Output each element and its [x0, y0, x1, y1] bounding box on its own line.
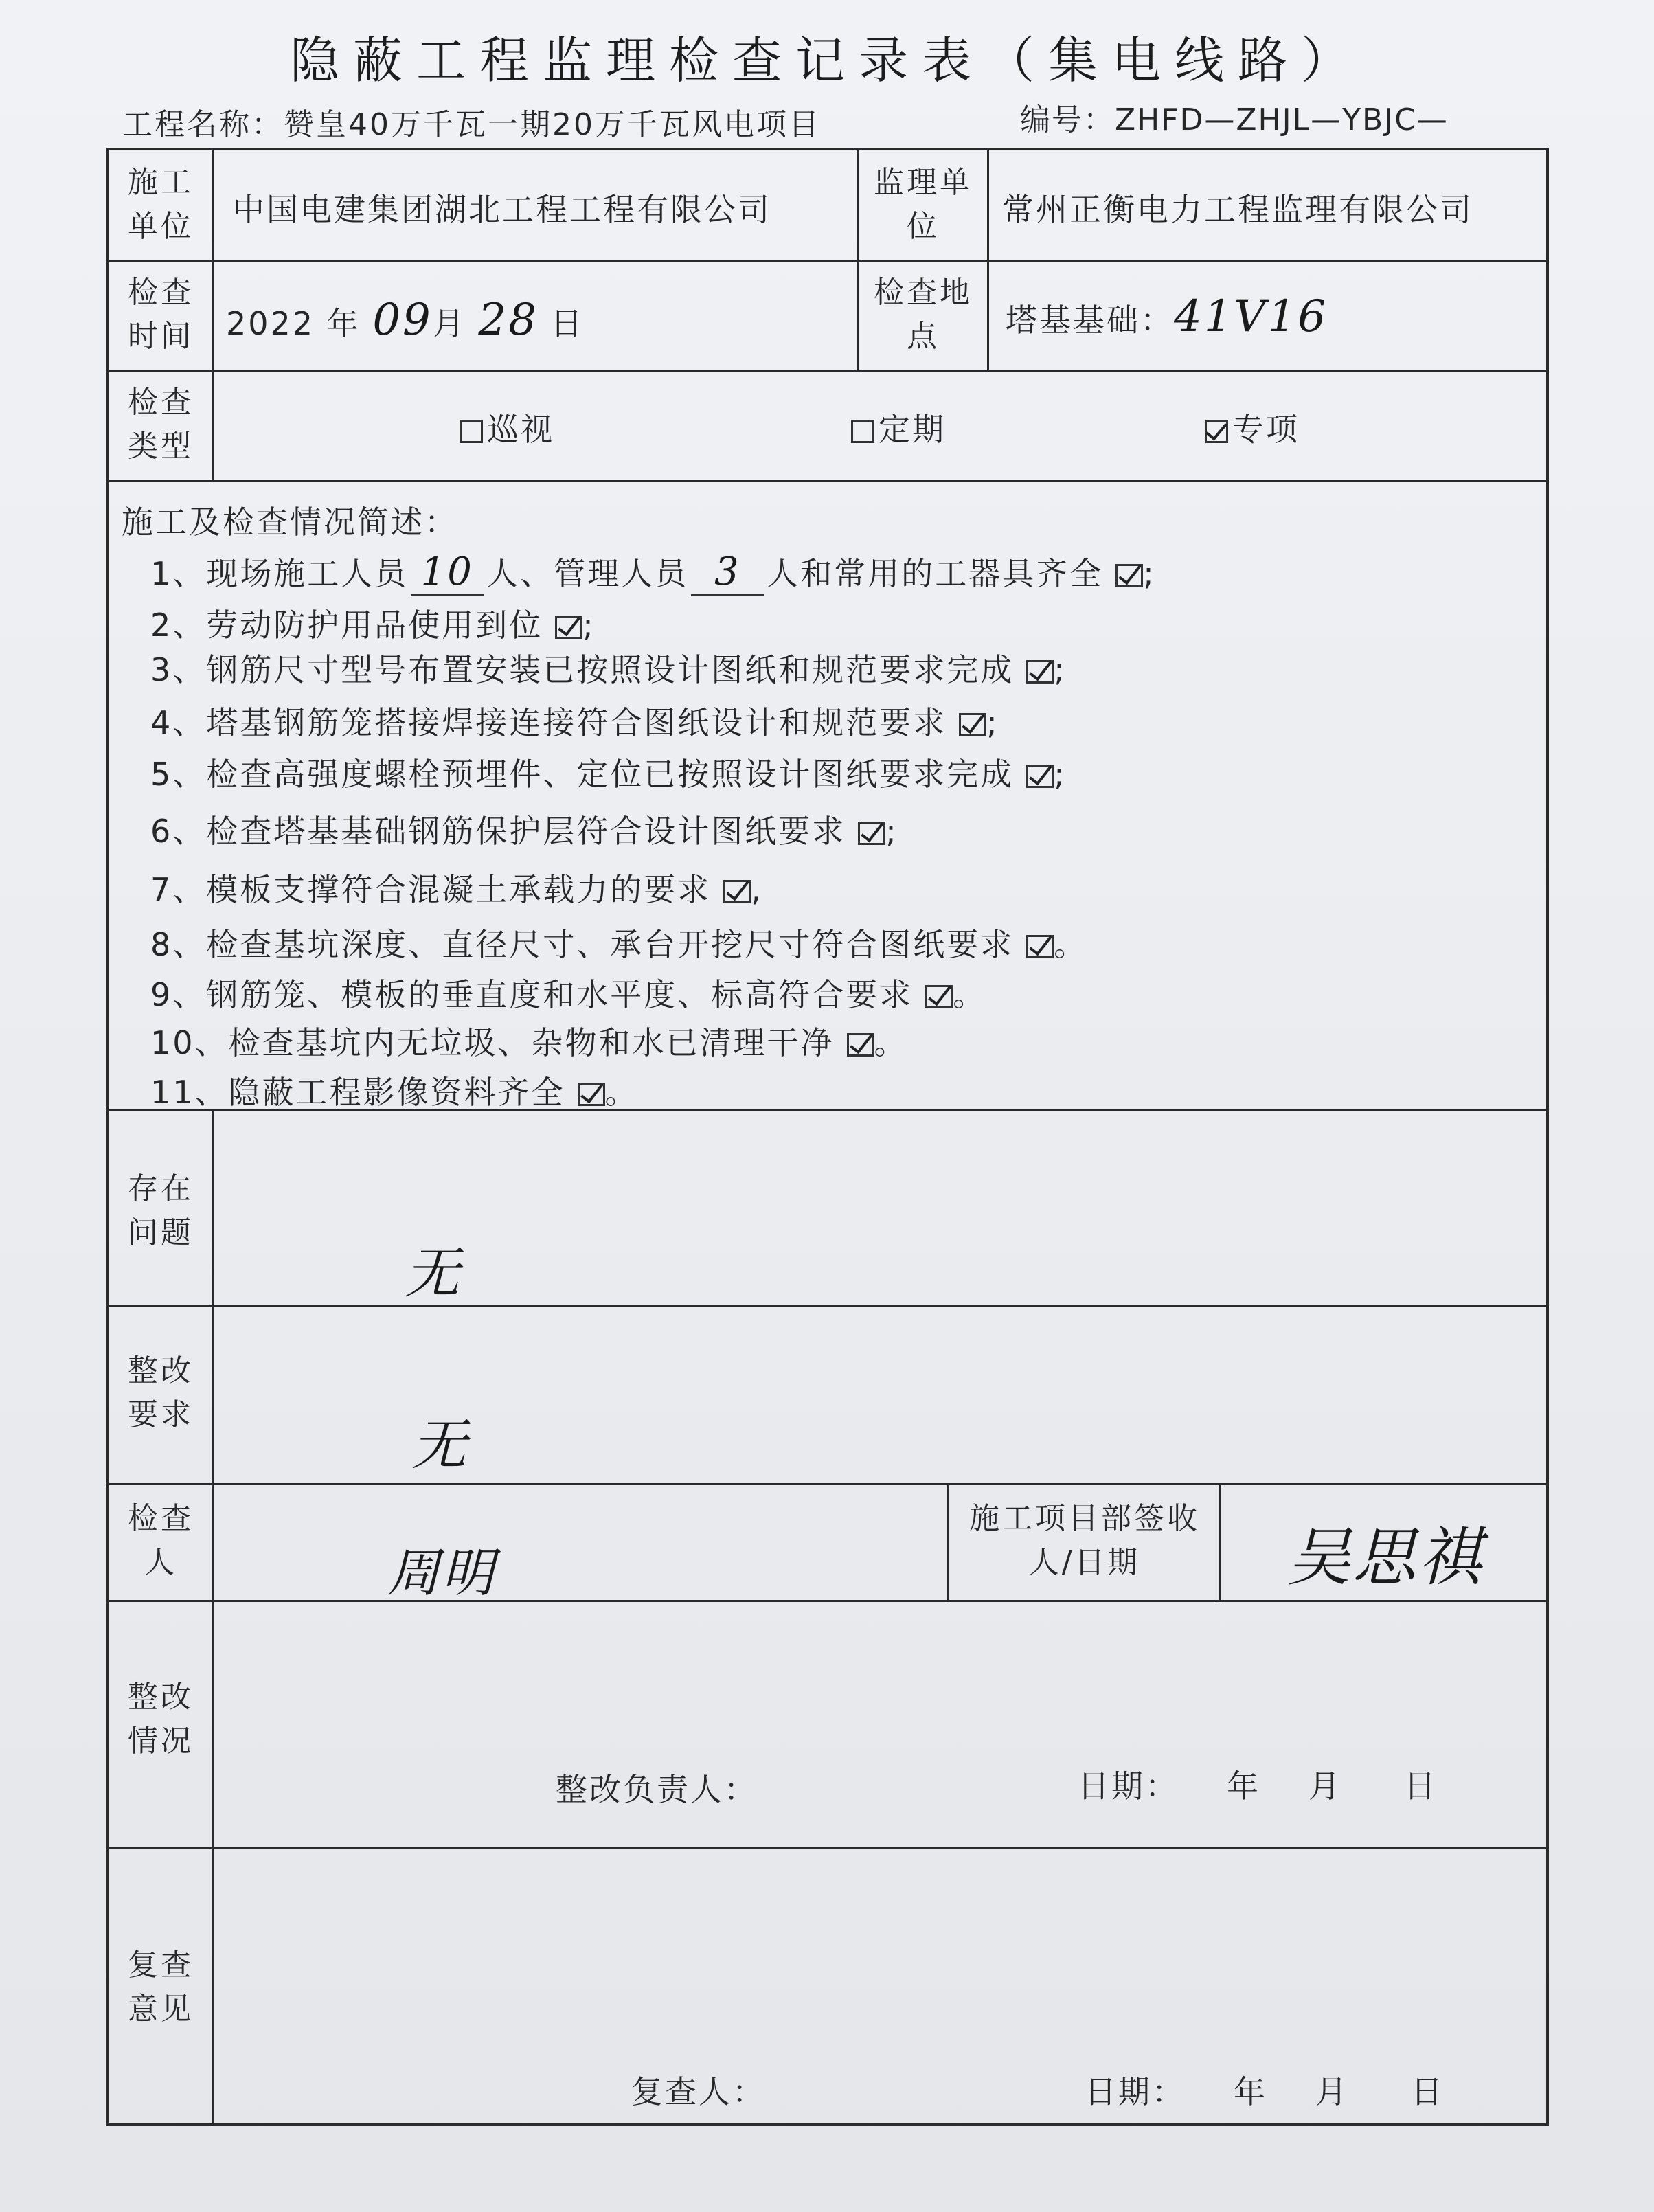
summary-heading: 施工及检查情况简述：	[122, 504, 458, 541]
summary-item-5: 5、检查高强度螺栓预埋件、定位已按照设计图纸要求完成 ;	[150, 756, 1067, 793]
supervision-unit-value: 常州正衡电力工程监理有限公司	[1002, 191, 1473, 228]
project-name: 工程名称：赞皇40万千瓦一期20万千瓦风电项目	[122, 107, 821, 142]
summary-item-10: 10、检查基坑内无垃圾、杂物和水已清理干净 。	[150, 1024, 908, 1061]
check-mark-icon	[578, 1083, 605, 1106]
tower-id: 41V16	[1174, 291, 1328, 342]
check-mark-icon	[847, 1033, 874, 1057]
checkbox-special[interactable]	[1205, 420, 1228, 443]
construction-unit-label: 施工单位	[128, 165, 194, 244]
checkbox-regular[interactable]	[851, 420, 874, 443]
summary-item-9: 9、钢筋笼、模板的垂直度和水平度、标高符合要求 。	[150, 976, 987, 1013]
supervision-unit-label: 监理单位	[874, 165, 973, 244]
check-mark-icon	[555, 616, 582, 639]
check-place-value: 塔基基础：41V16	[1006, 291, 1328, 342]
rectify-req-value: 无	[411, 1413, 468, 1477]
problems-value: 无	[405, 1241, 462, 1305]
rectify-responsible-label: 整改负责人：	[556, 1771, 758, 1808]
summary-item-6: 6、检查塔基基础钢筋保护层符合设计图纸要求 ;	[150, 813, 898, 850]
check-mark-icon	[925, 985, 953, 1008]
form-grid	[106, 148, 1549, 2126]
summary-item-8: 8、检查基坑深度、直径尺寸、承台开挖尺寸符合图纸要求 。	[150, 926, 1088, 963]
check-mark-icon	[1026, 765, 1054, 788]
check-month: 09	[372, 295, 433, 346]
check-mark-icon	[1026, 660, 1054, 684]
summary-item-1: 1、现场施工人员 10 人、管理人员 3 人和常用的工器具齐全 ;	[150, 549, 1156, 596]
summary-item-7: 7、模板支撑符合混凝土承载力的要求 ,	[150, 871, 763, 908]
summary-item-11: 11、隐蔽工程影像资料齐全 。	[150, 1074, 639, 1111]
check-type-patrol[interactable]: 巡视	[460, 405, 554, 450]
checkbox-patrol[interactable]	[460, 420, 483, 443]
check-place-label: 检查地点	[874, 275, 973, 354]
receiver-signature: 吴思祺	[1287, 1521, 1484, 1594]
check-mark-icon	[1026, 935, 1054, 958]
form-title: 隐蔽工程监理检查记录表（集电线路）	[289, 32, 1364, 89]
check-type-regular[interactable]: 定期	[851, 405, 946, 450]
sign-receiver-label: 施工项目部签收人/日期	[969, 1501, 1200, 1580]
inspector-signature: 周明	[387, 1542, 496, 1603]
summary-item-4: 4、塔基钢筋笼搭接焊接连接符合图纸设计和规范要求 ;	[150, 704, 999, 741]
check-day: 28	[478, 295, 539, 346]
construction-unit-value: 中国电建集团湖北工程工程有限公司	[233, 191, 771, 228]
rectify-req-label: 整改要求	[128, 1353, 194, 1432]
check-time-label: 检查时间	[128, 275, 194, 354]
reviewer-label: 复查人：	[631, 2073, 766, 2110]
summary-item-2: 2、劳动防护用品使用到位 ;	[150, 607, 596, 644]
rectify-status-label: 整改情况	[128, 1680, 194, 1759]
rectify-date-label: 日期： 年 月 日	[1078, 1768, 1438, 1805]
summary-item-3: 3、钢筋尺寸型号布置安装已按照设计图纸和规范要求完成 ;	[150, 651, 1067, 688]
check-time-value: 2022 年 09月 28 日	[226, 295, 585, 346]
check-mark-icon	[723, 880, 751, 903]
inspector-label: 检查人	[128, 1501, 194, 1580]
check-mark-icon	[1115, 564, 1143, 587]
check-type-special[interactable]: 专项	[1205, 405, 1300, 450]
check-type-label: 检查类型	[128, 385, 194, 464]
serial-number: 编号：ZHFD—ZHJL—YBJC—	[1020, 102, 1449, 137]
review-date-label: 日期： 年 月 日	[1085, 2073, 1445, 2110]
review-label: 复查意见	[128, 1948, 194, 2027]
check-mark-icon	[959, 713, 986, 736]
problems-label: 存在问题	[128, 1171, 194, 1250]
check-mark-icon	[858, 822, 885, 845]
